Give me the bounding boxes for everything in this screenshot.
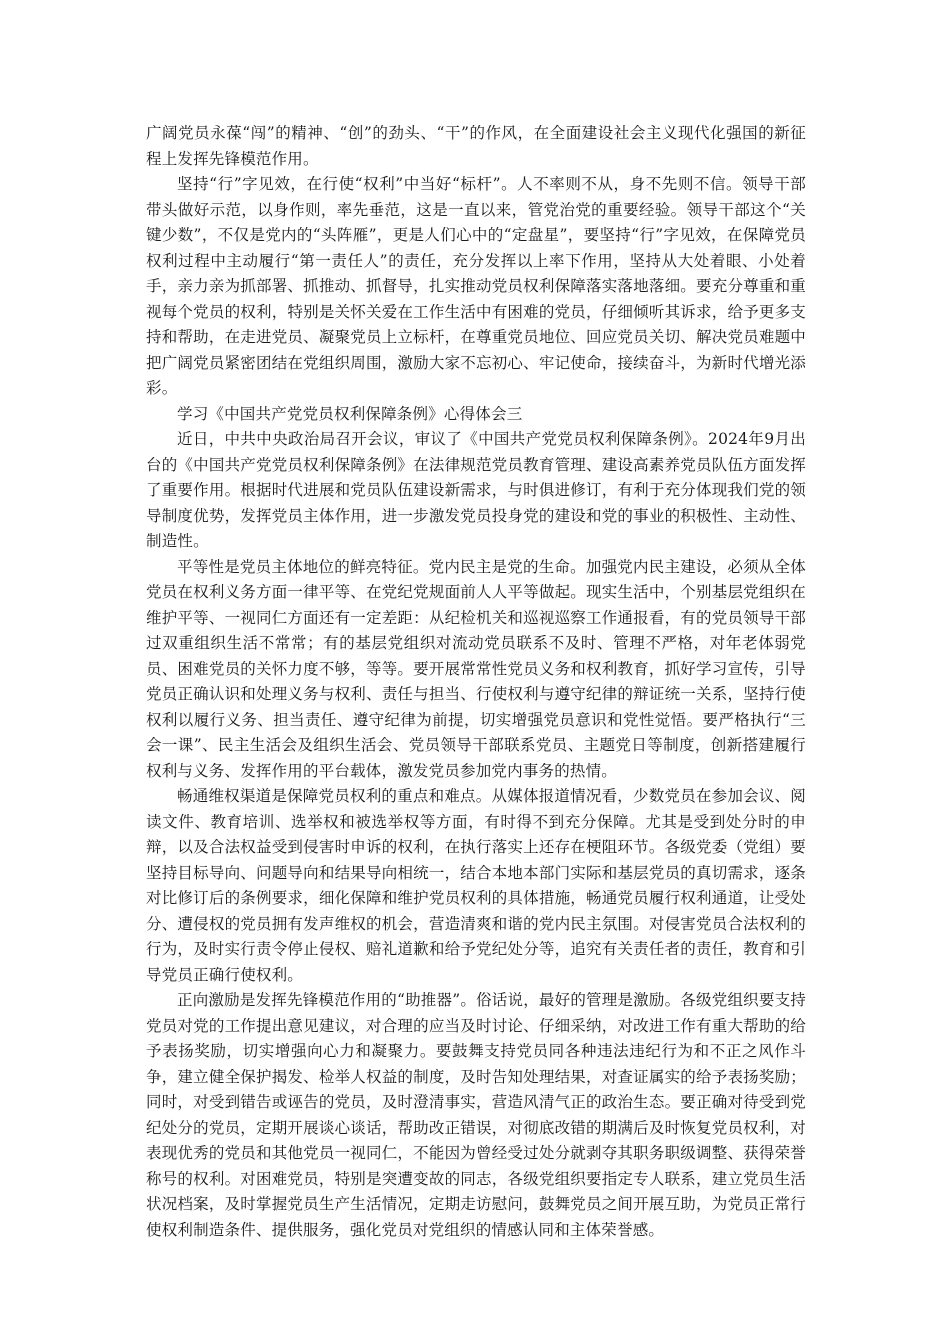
section-title: 学习《中国共产党党员权利保障条例》心得体会三: [177, 404, 523, 423]
paragraph: 近日，中共中央政治局召开会议，审议了《中国共产党党员权利保障条例》。2024年9月出台的《中国共产党党员权利保障条例》在法律规范党员教育管理、建设高素养党员队伍方面发挥了重要作用。根据时代进展和党员队伍建设新需求，与时俱进修订，有利于充分体现我们党的领导制度优势，发挥党员主体作用，进一步激发党员投身党的建设和党的事业的积极性、主动性、制造性。: [146, 430, 806, 550]
document-body: [146, 121, 806, 1243]
paragraph: 广阔党员永葆“闯”的精神、“创”的劲头、“干”的作风，在全面建设社会主义现代化强国的新征程上发挥先锋模范作用。: [146, 124, 806, 168]
paragraph: 平等性是党员主体地位的鲜亮特征。党内民主是党的生命。加强党内民主建设，必须从全体党员在权利义务方面一律平等、在党纪党规面前人人平等做起。现实生活中，个别基层党组织在维护平等、一视同仁方面还有一定差距：从纪检机关和巡视巡察工作通报看，有的党员领导干部过双重组织生活不常常；有的基层党组织对流动党员联系不及时、管理不严格，对年老体弱党员、困难党员的关怀力度不够，等等。要开展常常性党员义务和权利教育，抓好学习宣传，引导党员正确认识和处理义务与权利、责任与担当、行使权利与遵守纪律的辩证统一关系，坚持行使权利以履行义务、担当责任、遵守纪律为前提，切实增强党员意识和党性觉悟。要严格执行“三会一课”、民主生活会及组织生活会、党员领导干部联系党员、主题党日等制度，创新搭建履行权利与义务、发挥作用的平台载体，激发党员参加党内事务的热情。: [146, 557, 806, 780]
paragraph: 坚持“行”字见效，在行使“权利”中当好“标杆”。人不率则不从，身不先则不信。领导干部带头做好示范，以身作则，率先垂范，这是一直以来，管党治党的重要经验。领导干部这个“关键少数”，不仅是党内的“头阵雁”，更是人们心中的“定盘星”，要坚持“行”字见效，在保障党员权利过程中主动履行“第一责任人”的责任，充分发挥以上率下作用，坚持从大处着眼、小处着手，亲力亲为抓部署、抓推动、抓督导，扎实推动党员权利保障落实落地落细。要充分尊重和重视每个党员的权利，特别是关怀关爱在工作生活中有困难的党员，仔细倾听其诉求，给予更多支持和帮助，在走进党员、凝聚党员上立标杆，在尊重党员地位、回应党员关切、解决党员难题中把广阔党员紧密团结在党组织周围，激励大家不忘初心、牢记使命，接续奋斗，为新时代增光添彩。: [146, 175, 806, 397]
paragraph: 畅通维权渠道是保障党员权利的重点和难点。从媒体报道情况看，少数党员在参加会议、阅读文件、教育培训、选举权和被选举权等方面，有时得不到充分保障。尤其是受到处分时的申辩，以及合法权益受到侵害时申诉的权利，在执行落实上还存在梗阻环节。各级党委（党组）要坚持目标导向、问题导向和结果导向相统一，结合本地本部门实际和基层党员的真切需求，逐条对比修订后的条例要求，细化保障和维护党员权利的具体措施，畅通党员履行权利通道，让受处分、遭侵权的党员拥有发声维权的机会，营造清爽和谐的党内民主氛围。对侵害党员合法权利的行为，及时实行责令停止侵权、赔礼道歉和给予党纪处分等，追究有关责任者的责任，教育和引导党员正确行使权利。: [146, 787, 806, 984]
paragraph: 正向激励是发挥先锋模范作用的“助推器”。俗话说，最好的管理是激励。各级党组织要支持党员对党的工作提出意见建议，对合理的应当及时讨论、仔细采纳，对改进工作有重大帮助的给予表扬奖励，切实增强向心力和凝聚力。要鼓舞支持党员同各种违法违纪行为和不正之风作斗争，建立健全保护揭发、检举人权益的制度，及时告知处理结果，对查证属实的给予表扬奖励；同时，对受到错告或诬告的党员，及时澄清事实，营造风清气正的政治生态。要正确对待受到党纪处分的党员，定期开展谈心谈话，帮助改正错误，对彻底改错的期满后及时恢复党员权利，对表现优秀的党员和其他党员一视同仁，不能因为曾经受过处分就剥夺其职务职级调整、获得荣誉称号的权利。对困难党员，特别是突遭变故的同志，各级党组织要指定专人联系，建立党员生活状况档案，及时掌握党员生产生活情况，定期走访慰问，鼓舞党员之间开展互助，为党员正常行使权利制造条件、提供服务，强化党员对党组织的情感认同和主体荣誉感。: [146, 991, 806, 1239]
